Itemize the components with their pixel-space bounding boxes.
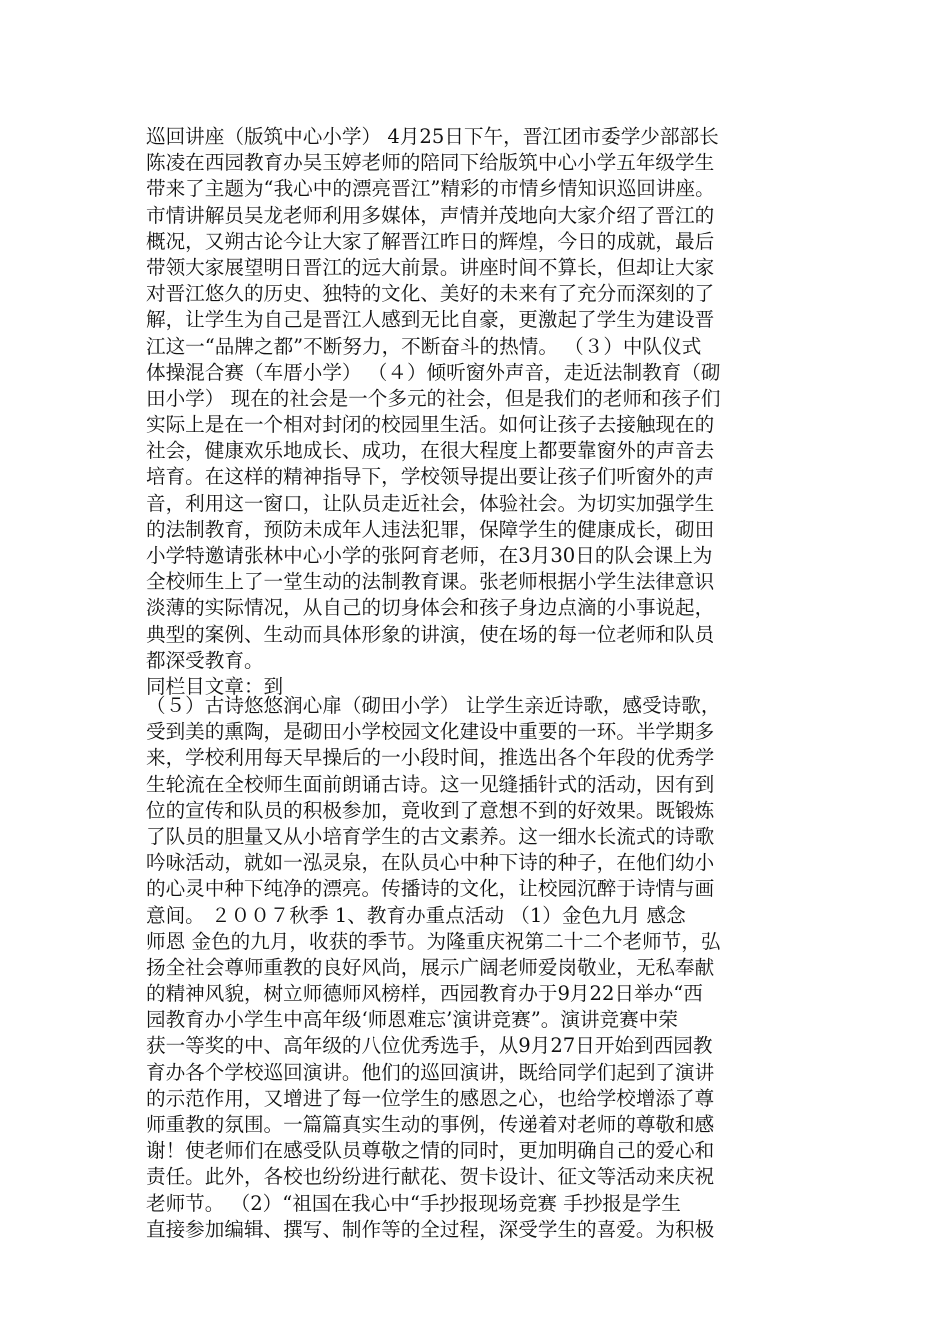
- text-line: 师重教的氛围。一篇篇真实生动的事例，传递着对老师的尊敬和感: [146, 1113, 715, 1136]
- text-line: 江这一“品牌之都”不断努力，不断奋斗的热情。 （３）中队仪式: [146, 334, 702, 358]
- text-line: 培育。在这样的精神指导下，学校领导提出要让孩子们听窗外的声: [146, 465, 715, 489]
- text-line: 扬全社会尊师重教的良好风尚，展示广阔老师爱岗敬业，无私奉献: [146, 955, 715, 979]
- text-line: 获一等奖的中、高年级的八位优秀选手，从9月27日开始到西园教: [146, 1034, 713, 1058]
- text-line: 的精神风貌，树立师德师风榜样，西园教育办于9月22日举办“西: [146, 982, 703, 1006]
- text-line: 巡回讲座（版筑中心小学） 4月25日下午，晋江团市委学少部部长: [146, 125, 719, 148]
- text-line: 实际上是在一个相对封闭的校园里生活。如何让孩子去接触现在的: [146, 413, 715, 437]
- text-line: 老师节。 （2）“祖国在我心中“手抄报现场竞赛 手抄报是学生: [146, 1191, 681, 1215]
- text-line: 的示范作用，又增进了每一位学生的感恩之心，也给学校增添了尊: [146, 1086, 715, 1110]
- text-line: 体操混合赛（车厝小学） （４）倾听窗外声音，走近法制教育（砌: [146, 360, 721, 384]
- text-line: 全校师生上了一堂生动的法制教育课。张老师根据小学生法律意识: [146, 570, 715, 594]
- text-line: 带来了主题为“我心中的漂亮晋江”精彩的市情乡情知识巡回讲座。: [146, 177, 715, 201]
- text-line: 吟咏活动，就如一泓灵泉，在队员心中种下诗的种子，在他们幼小: [146, 851, 715, 875]
- text-line: 小学特邀请张林中心小学的张阿育老师，在3月30日的队会课上为: [146, 544, 713, 567]
- text-line: 概况，又朔古论今让大家了解晋江昨日的辉煌，今日的成就，最后: [146, 229, 715, 253]
- text-line: 音，利用这一窗口，让队员走近社会，体验社会。为切实加强学生: [146, 491, 715, 515]
- text-line: 直接参加编辑、撰写、制作等的全过程，深受学生的喜爱。为积极: [146, 1217, 715, 1241]
- article-section-2: [146, 693, 806, 1243]
- text-line: 都深受教育。: [146, 648, 264, 672]
- text-line: 师恩 金色的九月，收获的季节。为隆重庆祝第二十二个老师节，弘: [146, 929, 721, 953]
- text-line: 的心灵中种下纯净的漂亮。传播诗的文化，让校园沉醉于诗情与画: [146, 877, 715, 901]
- text-line: 陈凌在西园教育办吴玉婷老师的陪同下给版筑中心小学五年级学生: [146, 151, 715, 175]
- text-line: 解，让学生为自己是晋江人感到无比自豪，更激起了学生为建设晋: [146, 308, 715, 332]
- related-articles-label: 同栏目文章：到: [146, 674, 284, 698]
- text-line: 园教育办小学生中高年级‘师恩难忘’演讲竞赛”。演讲竞赛中荣: [146, 1008, 678, 1032]
- text-line: 带领大家展望明日晋江的远大前景。讲座时间不算长，但却让大家: [146, 255, 715, 279]
- text-line: 市情讲解员吴龙老师利用多媒体，声情并茂地向大家介绍了晋江的: [146, 203, 715, 227]
- text-line: 意间。 ２００７秋季 1、教育办重点活动 （1）金色九月 感念: [146, 903, 686, 927]
- text-line: 位的宣传和队员的积极参加，竟收到了意想不到的好效果。既锻炼: [146, 798, 715, 822]
- text-line: 典型的案例、生动而具体形象的讲演，使在场的每一位老师和队员: [146, 622, 715, 646]
- article-section-1: [146, 124, 806, 700]
- text-line: （５）古诗悠悠润心扉（砌田小学） 让学生亲近诗歌，感受诗歌，: [146, 694, 721, 717]
- text-line: 生轮流在全校师生面前朗诵古诗。这一见缝插针式的活动，因有到: [146, 772, 715, 796]
- text-line: 的法制教育，预防未成年人违法犯罪，保障学生的健康成长，砌田: [146, 517, 715, 541]
- text-line: 淡薄的实际情况，从自己的切身体会和孩子身边点滴的小事说起，: [146, 596, 715, 620]
- text-line: 来，学校利用每天早操后的一小段时间，推选出各个年段的优秀学: [146, 746, 715, 770]
- text-line: 社会，健康欢乐地成长、成功，在很大程度上都要靠窗外的声音去: [146, 439, 715, 463]
- text-line: 育办各个学校巡回演讲。他们的巡回演讲，既给同学们起到了演讲: [146, 1060, 715, 1084]
- text-line: 对晋江悠久的历史、独特的文化、美好的未来有了充分而深刻的了: [146, 282, 715, 306]
- text-line: 谢！使老师们在感受队员尊敬之情的同时，更加明确自己的爱心和: [146, 1139, 715, 1163]
- text-line: 责任。此外，各校也纷纷进行献花、贺卡设计、征文等活动来庆祝: [146, 1165, 715, 1189]
- text-line: 受到美的熏陶，是砌田小学校园文化建设中重要的一环。半学期多: [146, 720, 715, 744]
- text-line: 田小学） 现在的社会是一个多元的社会，但是我们的老师和孩子们: [146, 386, 721, 410]
- text-line: 了队员的胆量又从小培育学生的古文素养。这一细水长流式的诗歌: [146, 824, 715, 848]
